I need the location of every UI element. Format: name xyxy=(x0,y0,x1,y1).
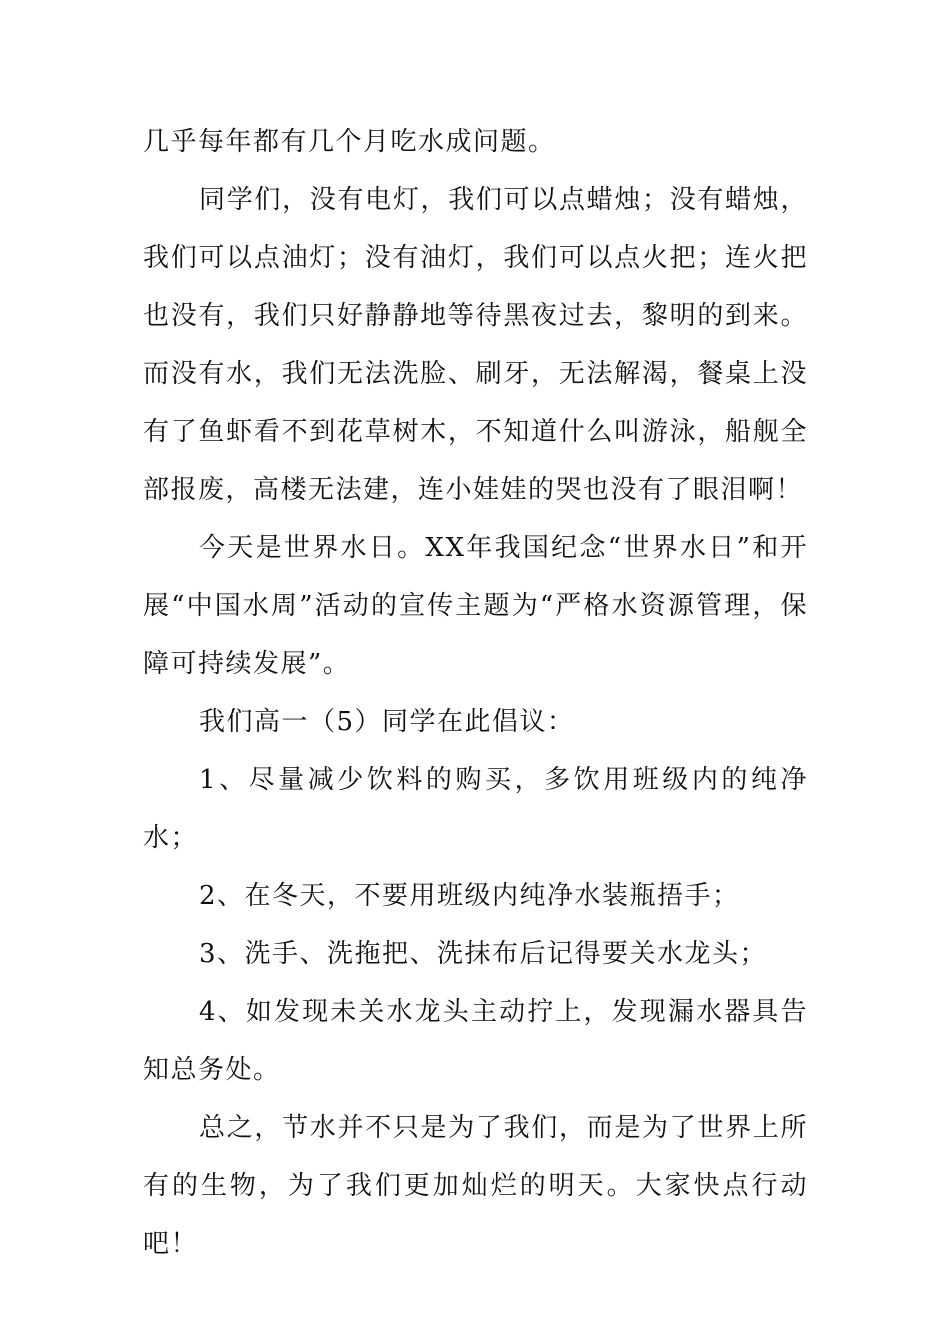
list-item-1: 1、尽量减少饮料的购买，多饮用班级内的纯净水； xyxy=(143,765,808,853)
paragraph-conclusion: 总之，节水并不只是为了我们，而是为了世界上所有的生物，为了我们更加灿烂的明天。大家快点行动吧！ xyxy=(143,1113,808,1259)
paragraph-continuation: 几乎每年都有几个月吃水成问题。 xyxy=(143,127,556,157)
list-item-4: 4、如发现未关水龙头主动拧上，发现漏水器具告知总务处。 xyxy=(143,997,808,1085)
paragraph-no-water-scenario: 同学们，没有电灯，我们可以点蜡烛；没有蜡烛，我们可以点油灯；没有油灯，我们可以点火把；连火把也没有，我们只好静静地等待黑夜过去，黎明的到来。而没有水，我们无法洗脸、刷牙，无法解渴，餐桌上没有了鱼虾看不到花草树木，不知道什么叫游泳，船舰全部报废，高楼无法建，连小娃娃的哭也没有了眼泪啊！ xyxy=(143,185,808,505)
list-item-2: 2、在冬天，不要用班级内纯净水装瓶捂手； xyxy=(199,881,740,911)
list-item-3: 3、洗手、洗拖把、洗抹布后记得要关水龙头； xyxy=(199,939,768,969)
paragraph-proposal-intro: 我们高一（5）同学在此倡议： xyxy=(199,707,575,737)
document-body xyxy=(143,113,808,1273)
paragraph-world-water-day: 今天是世界水日。XX年我国纪念“世界水日”和开展“中国水周”活动的宣传主题为“严格水资源管理，保障可持续发展”。 xyxy=(143,533,808,679)
